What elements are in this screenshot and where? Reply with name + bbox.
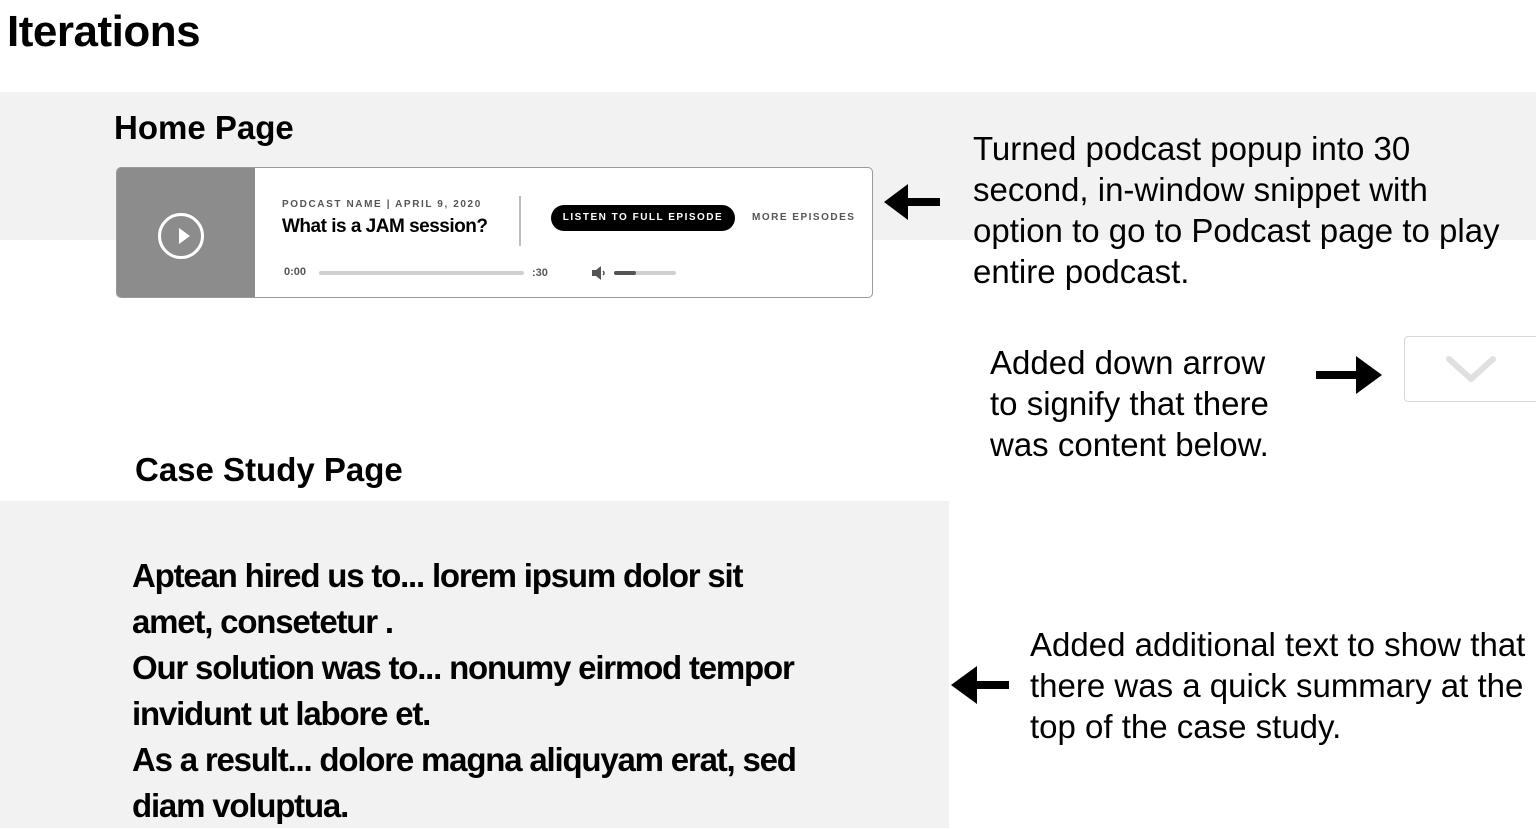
- summary-line: As a result... dolore magna aliquyam erat, sed: [132, 741, 796, 778]
- listen-full-episode-button[interactable]: LISTEN TO FULL EPISODE: [551, 205, 735, 231]
- summary-line: Aptean hired us to... lorem ipsum dolor sit: [132, 557, 743, 594]
- time-start: 0:00: [284, 266, 307, 278]
- more-episodes-link[interactable]: MORE EPISODES: [752, 212, 856, 223]
- home-page-label: Home Page: [114, 109, 294, 146]
- podcast-meta: PODCAST NAME | APRIL 9, 2020: [282, 199, 482, 210]
- podcast-player-card: [116, 167, 873, 298]
- divider: [519, 196, 521, 246]
- chevron-down-icon: [1445, 353, 1497, 385]
- speaker-icon[interactable]: [591, 265, 607, 281]
- time-end: :30: [532, 267, 548, 279]
- page-title: Iterations: [7, 7, 201, 56]
- progress-track[interactable]: [319, 271, 524, 275]
- summary-line: diam voluptua.: [132, 787, 349, 824]
- down-arrow-button[interactable]: [1404, 336, 1536, 402]
- case-study-page-label: Case Study Page: [135, 451, 403, 488]
- annotation-summary: Added additional text to show that there was a quick summary at the top of the case study.: [1030, 626, 1526, 745]
- arrow-left-icon: [884, 182, 940, 222]
- annotation-popup: Turned podcast popup into 30 second, in-window snippet with option to go to Podcast page to play entire podcast.: [973, 130, 1500, 290]
- podcast-thumbnail: [117, 168, 255, 297]
- summary-line: invidunt ut labore et.: [132, 695, 431, 732]
- summary-line: amet, consetetur .: [132, 603, 393, 640]
- arrow-left-icon: [951, 664, 1009, 706]
- annotation-down-arrow: Added down arrow to signify that there was content below.: [990, 344, 1269, 463]
- case-study-summary: [132, 553, 932, 829]
- episode-title: What is a JAM session?: [282, 216, 488, 237]
- play-icon[interactable]: [158, 213, 204, 259]
- summary-line: Our solution was to... nonumy eirmod tempor: [132, 649, 794, 686]
- volume-fill: [614, 271, 636, 275]
- volume-slider[interactable]: [614, 271, 676, 275]
- arrow-right-icon: [1316, 354, 1382, 396]
